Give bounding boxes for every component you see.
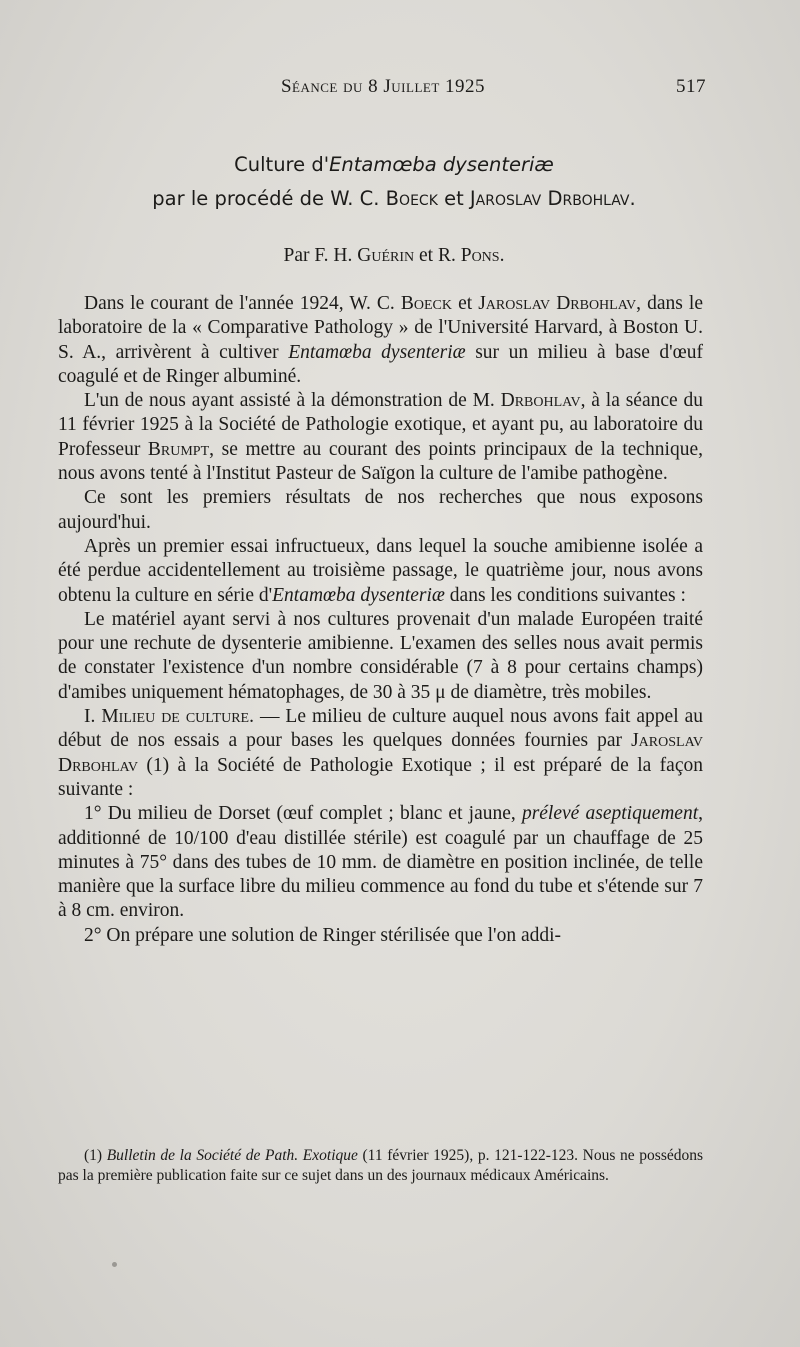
footnote-1: (1) Bulletin de la Société de Path. Exotique (11 février 1925), p. 121-122-123. Nous ne possédons pas la première publication faite sur ce sujet dans un des journaux médicaux Américains. (58, 1147, 704, 1184)
article-title-line-2 (40, 182, 748, 216)
page-number: 517 (676, 76, 706, 97)
byline-conjunction: et R. (414, 245, 461, 266)
running-header (60, 76, 706, 102)
paragraph-8: 2° On prépare une solution de Ringer stérilisée que l'on addi- (84, 924, 562, 946)
article-title (40, 148, 748, 216)
footnote (58, 1146, 703, 1186)
paragraph-4: Après un premier essai infructueux, dans lequel la souche amibienne isolée a été perdue accidentellement au troisième passage, le quatrième jour, nous avons obtenu la culture en série d'Entamœba dysenteriæ dans les conditions suivantes : (58, 535, 703, 606)
title-author-boeck: Boeck (385, 187, 438, 210)
paragraph-6-milieu-de-culture: I. Milieu de culture. — Le milieu de culture auquel nous avons fait appel au début de nos essais a pour bases les quelques données fournies par Jaroslav Drbohlav (1) à la Société de Pathologie Exotique ; il est préparé de la façon suivante : (58, 706, 703, 800)
paragraph-2: L'un de nous ayant assisté à la démonstration de M. Drbohlav, à la séance du 11 février 1925 à la Société de Pathologie exotique, et ayant pu, au laboratoire du Professeur Brumpt, se mettre au courant des points principaux de la technique, nous avons tenté à l'Institut Pasteur de Saïgon la culture de l'amibe pathogène. (58, 390, 704, 485)
running-title: Séance du 8 Juillet 1925 (280, 76, 486, 97)
title-species: Entamœba dysenteriæ (329, 153, 554, 176)
title-conjunction: et (437, 187, 470, 210)
byline-prefix: Par F. H. (283, 245, 358, 266)
paragraph-1: Dans le courant de l'année 1924, W. C. Boeck et Jaroslav Drbohlav, dans le laboratoire de la « Comparative Pathology » de l'Université Harvard, à Boston U. S. A., arrivèrent à cultiver Entamœba dysenteriæ sur un milieu à base d'œuf coagulé et de Ringer albuminé. (58, 293, 703, 387)
title-method: par le procédé de W. C. (152, 187, 386, 210)
byline-author-guerin: Guérin (357, 245, 415, 266)
section-heading: Milieu de culture. (101, 706, 254, 728)
byline-author-pons: Pons. (460, 245, 505, 266)
article-title-line-1 (40, 148, 748, 182)
paragraph-7: 1° Du milieu de Dorset (œuf complet ; blanc et jaune, prélevé aseptiquement, additionné de 10/100 d'eau distillée stérile) est coagulé par un chauffage de 25 minutes à 75° dans des tubes de 10 mm. de diamètre en position inclinée, de telle manière que la surface libre du milieu commence au fond du tube et s'étende sur 7 à 8 cm. environ. (58, 803, 703, 922)
paragraph-3: Ce sont les premiers résultats de nos recherches que nous exposons aujourd'hui. (58, 487, 703, 533)
title-prefix: Culture d' (234, 153, 330, 176)
title-author-drbohlav: Jaroslav Drbohlav. (469, 187, 636, 210)
paper-speck (112, 1262, 117, 1267)
article-body (58, 292, 703, 948)
paragraph-5: Le matériel ayant servi à nos cultures provenait d'un malade Européen traité pour une rechute de dysenterie amibienne. L'examen des selles nous avait permis de constater l'existence d'un nombre considérable (7 à 8 pour certains champs) d'amibes uniquement hématophages, de 30 à 35 μ de diamètre, très mobiles. (58, 608, 703, 703)
byline (40, 245, 748, 267)
